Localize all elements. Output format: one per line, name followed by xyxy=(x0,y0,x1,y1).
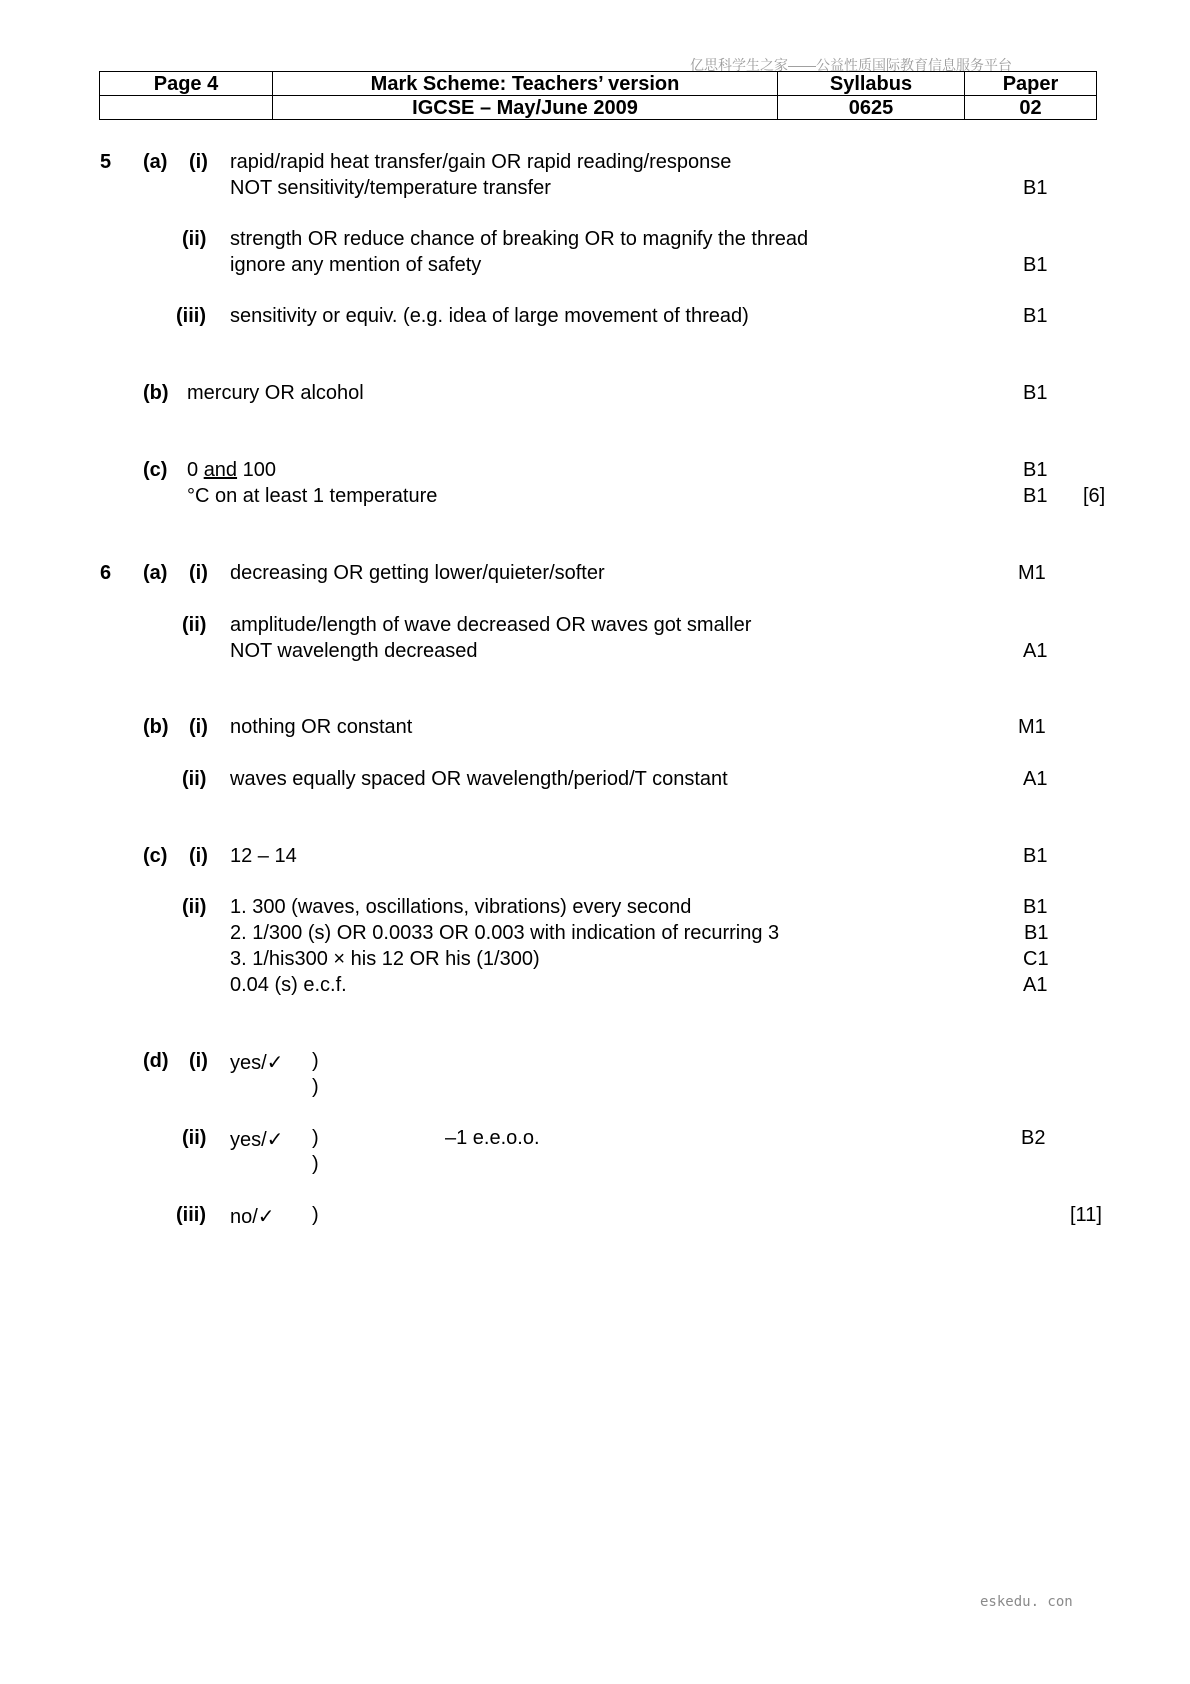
q5-a-iii: (iii) xyxy=(176,305,206,327)
q6-d-iii: (iii) xyxy=(176,1204,206,1226)
q6-b-i-mark: M1 xyxy=(1018,716,1046,738)
q5-c-pre: 0 xyxy=(187,459,204,481)
header-syllabus: 0625 xyxy=(778,96,965,120)
q6-c-ii-mark1: B1 xyxy=(1023,896,1048,918)
q5-part-a: (a) xyxy=(143,151,168,173)
q5-c-line1 xyxy=(187,459,276,482)
q6-a-ii: (ii) xyxy=(182,614,207,636)
q5-a-ii-line1: strength OR reduce chance of breaking OR to magnify the thread xyxy=(230,228,809,250)
q6-b-ii-mark: A1 xyxy=(1023,768,1048,790)
q6-part-a: (a) xyxy=(143,562,168,584)
q6-a-i: (i) xyxy=(189,562,208,584)
question-number-6: 6 xyxy=(100,562,112,584)
header-empty-cell xyxy=(100,96,273,120)
q6-a-i-line1: decreasing OR getting lower/quieter/softer xyxy=(230,562,605,584)
question-number-5: 5 xyxy=(100,151,112,173)
q5-c-line2: °C on at least 1 temperature xyxy=(187,485,438,507)
q6-c-ii: (ii) xyxy=(182,896,207,918)
q6-d-ii-answer: yes/✓ xyxy=(230,1129,284,1151)
header-paper-label: Paper xyxy=(965,72,1097,96)
brace-3: ) xyxy=(312,1127,319,1149)
q6-d-i-answer: yes/✓ xyxy=(230,1052,284,1074)
q5-a-ii-mark: B1 xyxy=(1023,254,1048,276)
q6-b-i: (i) xyxy=(189,716,208,738)
q6-part-b: (b) xyxy=(143,716,169,738)
q6-part-d: (d) xyxy=(143,1050,169,1072)
q6-c-ii-line3: 3. 1/his300 × his 12 OR his (1/300) xyxy=(230,948,540,970)
q6-d-iii-answer: no/✓ xyxy=(230,1206,275,1228)
q5-total: [6] xyxy=(1083,485,1106,507)
q6-c-ii-mark2: B1 xyxy=(1024,922,1049,944)
q6-a-ii-line1: amplitude/length of wave decreased OR waves got smaller xyxy=(230,614,752,636)
q6-d-ii: (ii) xyxy=(182,1127,207,1149)
brace-1: ) xyxy=(312,1050,319,1072)
header-syllabus-label: Syllabus xyxy=(778,72,965,96)
header-table xyxy=(99,71,1097,120)
q6-a-i-mark: M1 xyxy=(1018,562,1046,584)
q6-c-ii-line1: 1. 300 (waves, oscillations, vibrations) every second xyxy=(230,896,692,918)
q6-c-ii-mark4: A1 xyxy=(1023,974,1048,996)
q6-b-ii: (ii) xyxy=(182,768,207,790)
q6-c-ii-mark3: C1 xyxy=(1023,948,1049,970)
q6-part-c: (c) xyxy=(143,845,168,867)
header-page: Page 4 xyxy=(100,72,273,96)
brace-5: ) xyxy=(312,1204,319,1226)
watermark: 亿思科学生之家——公益性质国际教育信息服务平台 xyxy=(690,57,1012,73)
footer-site: eskedu. con xyxy=(980,1594,1073,1610)
header-paper: 02 xyxy=(965,96,1097,120)
brace-4: ) xyxy=(312,1153,319,1175)
q5-part-c: (c) xyxy=(143,459,168,481)
q5-c-and: and xyxy=(203,459,238,481)
q5-c-post: 100 xyxy=(237,459,276,481)
header-subtitle: IGCSE – May/June 2009 xyxy=(273,96,778,120)
q6-c-i: (i) xyxy=(189,845,208,867)
q6-a-ii-mark: A1 xyxy=(1023,640,1048,662)
q5-a-i: (i) xyxy=(189,151,208,173)
brace-2: ) xyxy=(312,1076,319,1098)
q5-a-i-mark: B1 xyxy=(1023,177,1048,199)
q5-c-mark2: B1 xyxy=(1023,485,1048,507)
q6-c-ii-line2: 2. 1/300 (s) OR 0.0033 OR 0.003 with indication of recurring 3 xyxy=(230,922,780,944)
q5-a-i-line1: rapid/rapid heat transfer/gain OR rapid reading/response xyxy=(230,151,732,173)
q6-c-i-line1: 12 – 14 xyxy=(230,845,297,867)
q5-c-mark1: B1 xyxy=(1023,459,1048,481)
q6-d-i: (i) xyxy=(189,1050,208,1072)
q6-a-ii-line2: NOT wavelength decreased xyxy=(230,640,478,662)
q5-a-iii-line1: sensitivity or equiv. (e.g. idea of large movement of thread) xyxy=(230,305,749,327)
q6-d-mark: B2 xyxy=(1021,1127,1046,1149)
q5-a-i-line2: NOT sensitivity/temperature transfer xyxy=(230,177,551,199)
q6-c-ii-line4: 0.04 (s) e.c.f. xyxy=(230,974,347,996)
q5-part-b: (b) xyxy=(143,382,169,404)
header-title: Mark Scheme: Teachers’ version xyxy=(273,72,778,96)
q6-b-i-line1: nothing OR constant xyxy=(230,716,413,738)
q6-d-note: –1 e.e.o.o. xyxy=(445,1127,540,1149)
q6-c-i-mark: B1 xyxy=(1023,845,1048,867)
q5-a-ii: (ii) xyxy=(182,228,207,250)
q6-total: [11] xyxy=(1070,1204,1102,1226)
q5-b-line1: mercury OR alcohol xyxy=(187,382,364,404)
q5-b-mark: B1 xyxy=(1023,382,1048,404)
q5-a-ii-line2: ignore any mention of safety xyxy=(230,254,482,276)
q5-a-iii-mark: B1 xyxy=(1023,305,1048,327)
q6-b-ii-line1: waves equally spaced OR wavelength/period/T constant xyxy=(230,768,728,790)
